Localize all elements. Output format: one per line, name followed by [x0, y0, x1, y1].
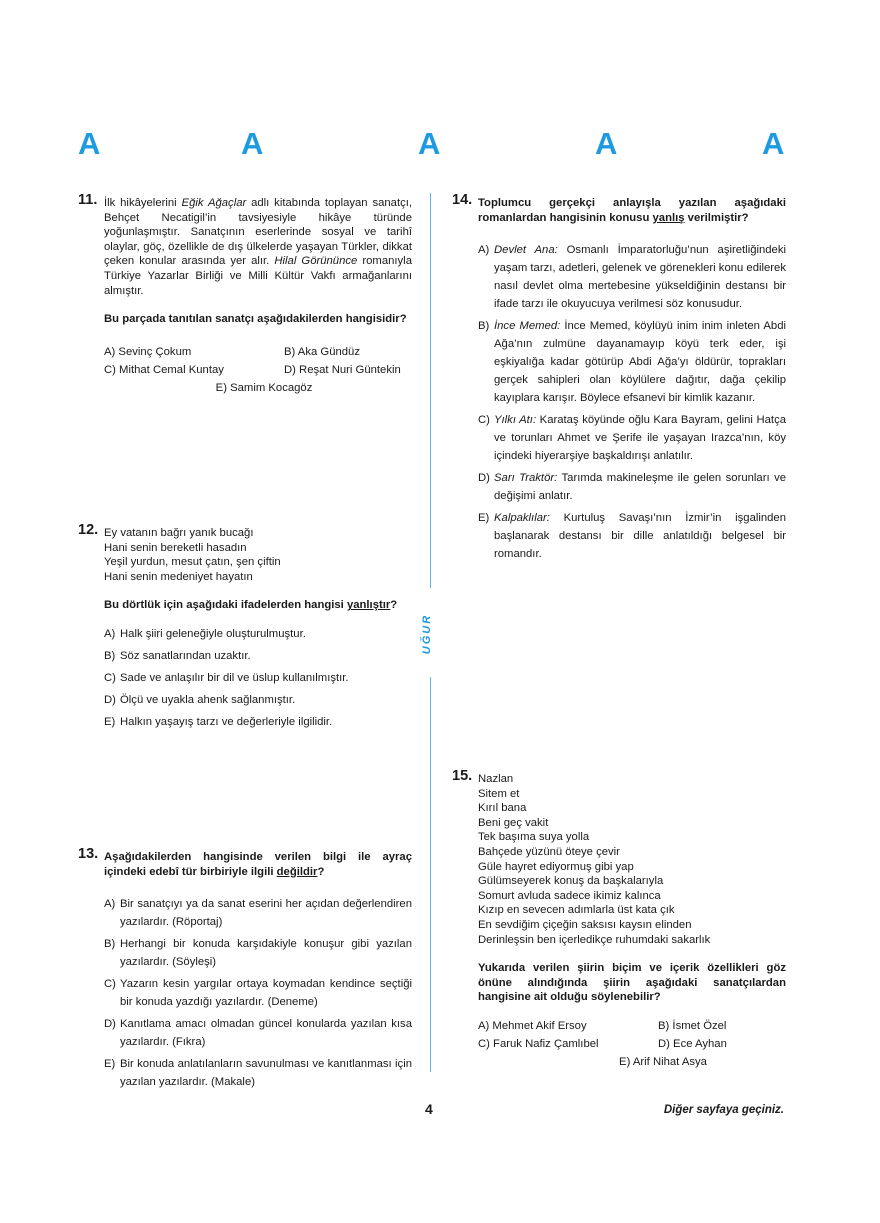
option-c[interactable]: C) Yazarın kesin yargılar ortaya koymadan kendince seçtiği bir konuda yazdığı yazılardır. (Deneme)	[104, 978, 412, 1009]
poem	[478, 772, 786, 947]
poem-line: Güle hayret ediyormuş gibi yap	[478, 860, 634, 873]
booklet-letter: A	[78, 126, 101, 161]
poem-line: Sitem et	[478, 787, 520, 800]
question-11	[78, 192, 413, 396]
option-d[interactable]: D) Ece Ayhan	[658, 1037, 727, 1050]
option-a[interactable]: A) Devlet Ana: Osmanlı İmparatorluğu’nun aşiretliğindeki yaşam tarzı, adetleri, gelenek ve görenekleri konu edilerek nasıl devlet olma mertebesine yükseldiğinin destansı bir ifade tarzı ile okuyucuya verilmesi söz konusudur.	[478, 244, 787, 311]
question-prompt: Toplumcu gerçekçi anlayışla yazılan aşağıdaki romanlardan hangisinin konusu yanlış verilmiştir?	[478, 197, 786, 224]
question-text: İlk hikâyelerini Eğik Ağaçlar adlı kitabında toplayan sanatçı, Behçet Necatigil’in tavsiyesiyle hikâye türünde yoğunlaşmıştır. Sanatçının eserlerinde sosyal ve tarihî olaylar, göç, özellikle de dış ülkelerde yaşayan Türkler, dikkat çeken konular arasında yer alır. Hilal Görününce romanıyla Türkiye Yazarlar Birliği ve Milli Kültür Vakfı armağanlarını almıştır.	[104, 197, 413, 297]
poem-line: Nazlan	[478, 773, 514, 785]
option-a[interactable]: A) Bir sanatçıyı ya da sanat eserini her açıdan değerlendiren yazılardır. (Röportaj)	[104, 898, 412, 929]
poem-line: Tek başıma suya yolla	[478, 831, 590, 844]
answer-options	[104, 345, 412, 378]
poem-line: Gülümseyerek konuş da başkalarıyla	[478, 875, 664, 888]
question-prompt: Bu parçada tanıtılan sanatçı aşağıdakilerden hangisidir?	[104, 313, 407, 326]
poem-line: Bahçede yüzünü öteye çevir	[478, 845, 620, 858]
option-a[interactable]: A) Sevinç Çokum	[104, 345, 192, 358]
option-e[interactable]: E) Bir konuda anlatılanların savunulması ve kanıtlanması için yazılan yazılardır. (Makale)	[104, 1058, 412, 1089]
question-12	[78, 522, 412, 735]
option-d[interactable]: D) Sarı Traktör: Tarımda makineleşme ile gelen sorunları ve değişimi anlatır.	[478, 472, 786, 503]
poem-line: Hani senin bereketli hasadın	[104, 541, 247, 554]
option-b[interactable]: B) Söz sanatlarından uzaktır.	[104, 649, 251, 662]
option-d[interactable]: D) Ölçü ve uyakla ahenk sağlanmıştır.	[104, 693, 296, 706]
option-d[interactable]: D) Kanıtlama amacı olmadan güncel konularda yazılan kısa yazılardır. (Fıkra)	[104, 1018, 412, 1049]
question-number: 12.	[78, 522, 99, 538]
question-number: 11.	[78, 192, 98, 208]
poem-line: Kızıp en sevecen adımlarla üst kata çık	[478, 904, 675, 917]
option-c[interactable]: C) Faruk Nafiz Çamlıbel	[478, 1037, 599, 1050]
option-e[interactable]: E) Arif Nihat Asya	[619, 1055, 707, 1068]
question-14	[452, 192, 787, 567]
brand-vertical	[423, 610, 439, 660]
brand-text: UĞUR	[421, 613, 434, 655]
option-b[interactable]: B) İnce Memed: İnce Memed, köylüyü inim inim inleten Abdi Ağa’nın zulmüne dayanamayıp köyü terk eder, işi eşkiyalığa kadar götürüp Abdi Ağa’yı öldürür, toprakları gerçek sahipleri olan köylülere dağıtır, dağa çekilip kayıplara karışır. Böylece efsanevi bir kimlik kazanır.	[478, 320, 786, 405]
poem-line: Ey vatanın bağrı yanık bucağı	[104, 527, 254, 539]
booklet-letter: A	[418, 126, 441, 161]
answer-options	[478, 1019, 786, 1052]
option-a[interactable]: A) Halk şiiri geleneğiyle oluşturulmuştur.	[104, 627, 306, 640]
question-number: 14.	[452, 192, 473, 208]
poem-line: Beni geç vakit	[478, 816, 549, 829]
option-c[interactable]: C) Yılkı Atı: Karataş köyünde oğlu Kara Bayram, gelini Hatça ve torunları Ahmet ve Şerife ile yaşayan Irazca’nın, köy içindeki hiyerarşiye başkaldırışı anlatılır.	[478, 414, 786, 463]
question-number: 13.	[78, 846, 99, 862]
question-13	[78, 846, 412, 1095]
answer-options	[478, 241, 786, 563]
question-15	[452, 768, 786, 1070]
option-e[interactable]: E) Samim Kocagöz	[215, 381, 313, 394]
option-a[interactable]: A) Mehmet Akif Ersoy	[478, 1019, 587, 1032]
option-b[interactable]: B) İsmet Özel	[658, 1019, 727, 1032]
question-number: 15.	[452, 768, 473, 784]
column-divider-top	[430, 193, 431, 588]
column-divider-bottom	[430, 677, 431, 1072]
option-e[interactable]: E) Kalpaklılar: Kurtuluş Savaşı’nın İzmir’in işgalinden başlanarak destansı bir dille anlatıldığı belgesel bir romandır.	[478, 512, 786, 561]
option-c[interactable]: C) Mithat Cemal Kuntay	[104, 363, 224, 376]
question-prompt: Yukarıda verilen şiirin biçim ve içerik özellikleri göz önüne alındığında şiirin aşağıdaki sanatçılardan hangisine ait olduğu söylenebilir?	[478, 962, 786, 1004]
option-e[interactable]: E) Halkın yaşayış tarzı ve değerleriyle ilgilidir.	[104, 715, 333, 728]
page-number: 4	[425, 1101, 433, 1117]
poem-line: Kırıl bana	[478, 802, 527, 815]
option-b[interactable]: B) Herhangi bir konuda karşıdakiyle konuşur gibi yazılan yazılardır. (Söyleşi)	[104, 938, 412, 969]
option-c[interactable]: C) Sade ve anlaşılır bir dil ve üslup kullanılmıştır.	[104, 671, 349, 684]
poem-line: Yeşil yurdun, mesut çatın, şen çiftin	[104, 556, 281, 569]
poem-line: Somurt avluda sadece ikimiz kalınca	[478, 889, 661, 902]
answer-options	[104, 895, 412, 1091]
option-d[interactable]: D) Reşat Nuri Güntekin	[284, 363, 401, 376]
poem-line: En sevdiğim çiçeğin saksısı kaysın elinden	[478, 918, 692, 931]
question-prompt: Bu dörtlük için aşağıdaki ifadelerden hangisi yanlıştır?	[104, 599, 398, 612]
poem	[104, 526, 412, 584]
option-b[interactable]: B) Aka Gündüz	[284, 345, 360, 358]
question-prompt: Aşağıdakilerden hangisinde verilen bilgi ile ayraç içindeki edebî tür birbiriyle ilgili değildir?	[104, 851, 412, 878]
poem-line: Derinleşsin ben içerledikçe ruhumdaki sakarlık	[478, 933, 711, 946]
booklet-letters	[0, 126, 880, 166]
next-page-note: Diğer sayfaya geçiniz.	[663, 1104, 784, 1116]
poem-line: Hani senin medeniyet hayatın	[104, 570, 253, 583]
answer-options	[104, 625, 412, 731]
booklet-letter: A	[241, 126, 264, 161]
booklet-letter: A	[762, 126, 785, 161]
booklet-letter: A	[595, 126, 618, 161]
